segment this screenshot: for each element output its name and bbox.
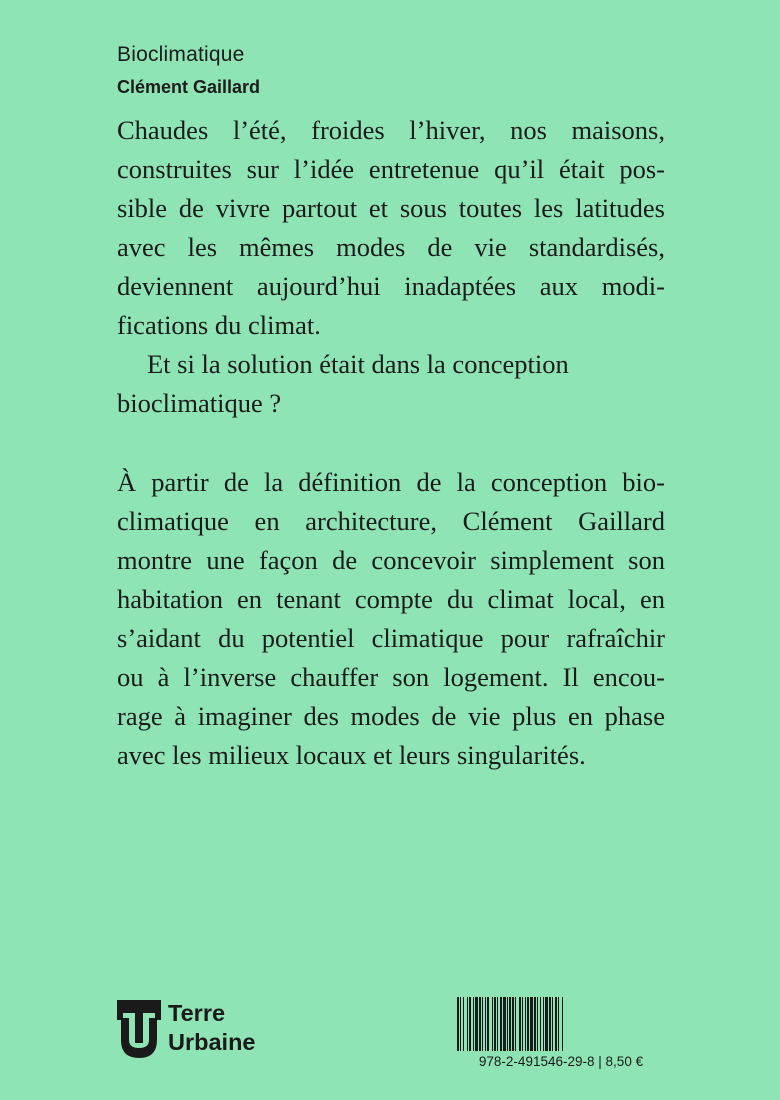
barcode-bar	[469, 997, 471, 1051]
publisher-name-line1: Terre	[168, 1000, 226, 1026]
barcode-bar	[555, 997, 557, 1051]
description-line: habitation en tenant compte du climat local, en	[117, 584, 665, 614]
barcode-bar	[482, 997, 483, 1051]
barcode-bar	[457, 997, 459, 1051]
barcode-bar	[530, 997, 533, 1051]
question-paragraph	[117, 345, 677, 423]
intro-line: deviennent aujourd’hui inadaptées aux modi-	[117, 271, 665, 301]
barcode-bar	[562, 997, 563, 1051]
barcode-bar	[543, 997, 544, 1051]
question-line: bioclimatique ?	[117, 388, 282, 418]
barcode-bar	[485, 997, 486, 1051]
barcode-bar	[503, 997, 506, 1051]
barcode-bar	[537, 997, 538, 1051]
description-line: avec les milieux locaux et leurs singularités.	[117, 740, 586, 770]
series-title: Bioclimatique	[117, 43, 245, 66]
barcode-bar	[515, 997, 516, 1051]
intro-line: fications du climat.	[117, 310, 321, 340]
barcode-bar	[460, 997, 461, 1051]
terre-urbaine-tu-logo-icon	[117, 1000, 161, 1058]
barcode-bar	[497, 997, 498, 1051]
author-name: Clément Gaillard	[117, 77, 261, 97]
intro-paragraph	[117, 111, 677, 345]
barcode-bar	[558, 997, 559, 1051]
barcode-bar	[507, 997, 508, 1051]
intro-line: avec les mêmes modes de vie standardisés,	[117, 232, 665, 262]
barcode-separator: |	[598, 1054, 602, 1069]
question-line: Et si la solution était dans la conception	[147, 349, 569, 379]
barcode-bar	[525, 997, 526, 1051]
barcode-bar	[534, 997, 536, 1051]
barcode-bar	[487, 997, 489, 1051]
barcode-icon	[455, 997, 667, 1053]
description-line: s’aidant du potentiel climatique pour rafraîchir	[117, 623, 665, 653]
barcode-bar	[475, 997, 478, 1051]
barcode-bar	[522, 997, 523, 1051]
barcode-bar	[479, 997, 481, 1051]
isbn-number: 978-2-491546-29-8	[478, 1054, 595, 1069]
barcode-bar	[473, 997, 474, 1051]
intro-line: construites sur l’idée entretenue qu’il était pos-	[117, 154, 665, 184]
barcode-bar	[527, 997, 529, 1051]
price: 8,50 €	[605, 1054, 644, 1069]
description-line: ou à l’inverse chauffer son logement. Il encou-	[117, 662, 665, 692]
barcode-bar	[467, 997, 468, 1051]
publisher-name	[168, 999, 256, 1057]
description-line: montre une façon de concevoir simplement son	[117, 545, 665, 575]
intro-line: Chaudes l’été, froides l’hiver, nos maisons,	[117, 115, 665, 145]
description-line: climatique en architecture, Clément Gaillard	[117, 506, 665, 536]
barcode-bar	[552, 997, 553, 1051]
barcode-bar	[463, 997, 464, 1051]
barcode-caption	[455, 1054, 667, 1070]
barcode-bar	[509, 997, 511, 1051]
barcode-bar	[494, 997, 496, 1051]
barcode-bar	[519, 997, 521, 1051]
intro-line: sible de vivre partout et sous toutes les latitudes	[117, 193, 665, 223]
barcode-bar	[512, 997, 514, 1051]
barcode-bar	[500, 997, 502, 1051]
description-paragraph	[117, 463, 677, 775]
barcode-bar	[545, 997, 548, 1051]
barcode-bar	[549, 997, 551, 1051]
isbn-barcode-block	[455, 997, 667, 1071]
publisher-name-line2: Urbaine	[168, 1029, 256, 1055]
barcode-bar	[492, 997, 493, 1051]
description-line: rage à imaginer des modes de vie plus en phase	[117, 701, 665, 731]
barcode-bar	[540, 997, 541, 1051]
description-line: À partir de la définition de la conception bio-	[117, 467, 665, 497]
